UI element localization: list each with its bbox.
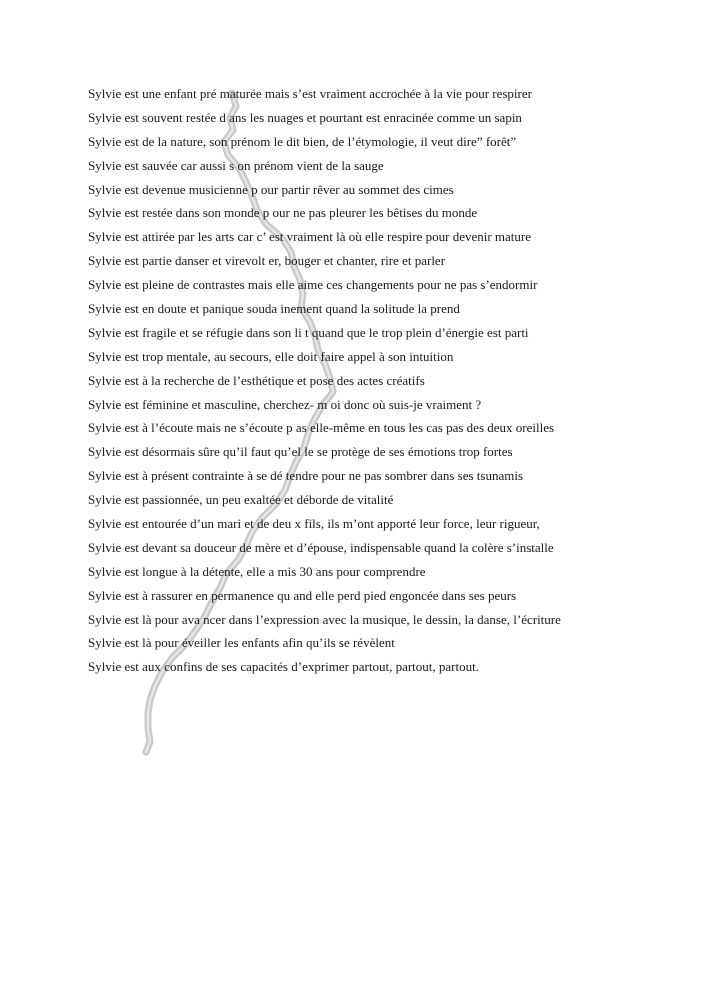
poem-line: Sylvie est féminine et masculine, cherchez- m oi donc où suis-je vraiment ? (88, 396, 482, 412)
poem-line: Sylvie est pleine de contrastes mais elle aime ces changements pour ne pas s’endormir (88, 277, 538, 293)
poem-line: Sylvie est longue à la détente, elle a mis 30 ans pour comprendre (88, 563, 426, 579)
poem-line: Sylvie est fragile et se réfugie dans son li t quand que le trop plein d’énergie est parti (88, 324, 529, 340)
poem-line: Sylvie est partie danser et virevolt er, bouger et chanter, rire et parler (88, 253, 446, 269)
poem-line: Sylvie est sauvée car aussi s on prénom vient de la sauge (88, 157, 384, 173)
poem-line: Sylvie est devenue musicienne p our partir rêver au sommet des cimes (88, 181, 454, 197)
poem-line: Sylvie est à la recherche de l’esthétique et pose des actes créatifs (88, 372, 425, 388)
poem-line: Sylvie est à présent contrainte à se dé tendre pour ne pas sombrer dans ses tsunamis (88, 468, 524, 484)
poem-line: Sylvie est restée dans son monde p our ne pas pleurer les bêtises du monde (88, 205, 478, 221)
poem-line: Sylvie est à l’écoute mais ne s’écoute p as elle-même en tous les cas pas des deux oreilles (88, 420, 555, 436)
poem-line: Sylvie est souvent restée d ans les nuages et pourtant est enracinée comme un sapin (88, 109, 522, 125)
poem-line: Sylvie est en doute et panique souda inement quand la solitude la prend (88, 301, 460, 317)
poem-line: Sylvie est désormais sûre qu’il faut qu’el le se protège de ses émotions trop fortes (88, 444, 513, 460)
poem-line: Sylvie est aux confins de ses capacités d’exprimer partout, partout, partout. (88, 659, 479, 675)
poem-line: Sylvie est passionnée, un peu exaltée et déborde de vitalité (88, 492, 394, 508)
poem-lines (88, 82, 688, 679)
poem-line: Sylvie est devant sa douceur de mère et d’épouse, indispensable quand la colère s’installe (88, 539, 554, 555)
poem-line: Sylvie est trop mentale, au secours, elle doit faire appel à son intuition (88, 348, 454, 364)
poem-line: Sylvie est de la nature, son prénom le dit bien, de l’étymologie, il veut dire” forêt” (88, 133, 517, 149)
poem-line: Sylvie est une enfant pré maturée mais s’est vraiment accrochée à la vie pour respirer (88, 86, 532, 101)
poem-line: Sylvie est entourée d’un mari et de deu x fils, ils m’ont apporté leur force, leur rigueur, (88, 516, 540, 532)
poem-line: Sylvie est attirée par les arts car c’ est vraiment là où elle respire pour devenir mature (88, 229, 532, 245)
poem-line: Sylvie est là pour éveiller les enfants afin qu’ils se révèlent (88, 635, 395, 651)
poem-line: Sylvie est là pour ava ncer dans l’expression avec la musique, le dessin, la danse, l’écriture (88, 611, 561, 627)
poem-line: Sylvie est à rassurer en permanence qu and elle perd pied engoncée dans ses peurs (88, 587, 517, 603)
